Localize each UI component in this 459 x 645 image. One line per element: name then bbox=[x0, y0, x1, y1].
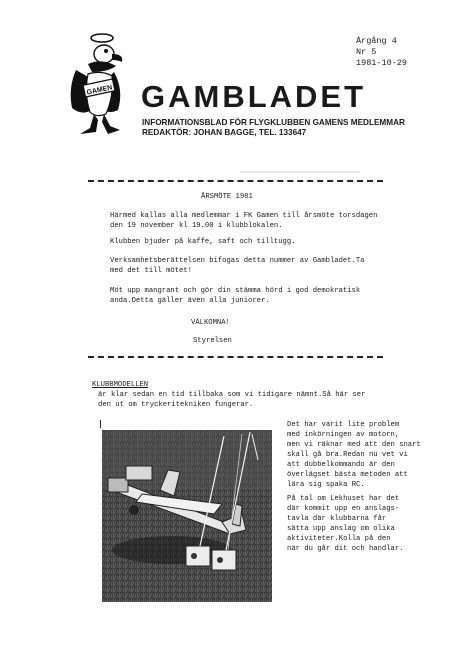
text-line: Verksamhetsberättelsen bifogas detta nummer av Gambladet.Ta bbox=[110, 257, 365, 265]
issue-date: 1981-10-29 bbox=[356, 58, 408, 68]
text-line: men vi räknar med att den snart bbox=[287, 441, 421, 449]
text-line: Möt upp mangrant och gör din stämma hörd i god demokratisk bbox=[110, 287, 361, 295]
newsletter-subtitle: INFORMATIONSBLAD FÖR FLYGKLUBBEN GAMENS MEDLEMMAR bbox=[142, 118, 405, 127]
show-through-smudge bbox=[240, 168, 380, 178]
text-line: där kommit upp en anslags- bbox=[287, 505, 400, 513]
newsletter-title: GAMBLADET bbox=[141, 79, 367, 114]
annual-meeting-heading: ÅRSMÖTE 1981 bbox=[201, 193, 253, 201]
refreshments-paragraph bbox=[110, 237, 390, 247]
text-line: På tal om Lekhuset har det bbox=[287, 495, 400, 503]
issue-volume: Årgång 4 bbox=[356, 36, 397, 46]
text-line: är klar sedan en tid tillbaka som vi tidigare nämnt.Så här ser bbox=[98, 391, 366, 399]
text-line: tavla där klubbarna får bbox=[287, 515, 387, 523]
text-line: med inkörningen av motorn, bbox=[287, 431, 400, 439]
meeting-invitation-paragraph bbox=[110, 211, 390, 231]
text-line: med det till mötet! bbox=[110, 267, 192, 275]
text-line: överlägset bästa metoden att bbox=[287, 471, 408, 479]
issue-number: Nr 5 bbox=[356, 47, 377, 57]
club-model-right-column bbox=[287, 420, 447, 554]
mascot-vulture-illustration bbox=[58, 30, 130, 138]
club-model-airplane-photo bbox=[102, 430, 272, 602]
report-paragraph bbox=[110, 256, 390, 276]
text-cursor-mark bbox=[100, 420, 101, 428]
text-line: den 19 november kl 19.00 i klubblokalen. bbox=[110, 222, 283, 230]
text-line: när du går dit och handlar. bbox=[287, 545, 404, 553]
club-model-heading: KLUBBMODELLEN bbox=[92, 381, 149, 389]
text-line: Klubben bjuder på kaffe, saft och tilltugg. bbox=[110, 238, 296, 246]
issue-info bbox=[356, 36, 407, 69]
text-line: Härmed kallas alla medlemmar i FK Gamen till årsmöte torsdagen bbox=[110, 212, 378, 220]
text-line: att dubbelkommando är den bbox=[287, 461, 395, 469]
text-line: lära sig spaka RC. bbox=[287, 481, 365, 489]
editor-line: REDAKTÖR: JOHAN BAGGE, TEL. 133647 bbox=[142, 128, 307, 137]
section-divider-bottom bbox=[88, 356, 383, 358]
signature-text: Styrelsen bbox=[193, 337, 232, 345]
club-model-intro bbox=[98, 390, 378, 410]
text-line: aktiviteter.Kolla på den bbox=[287, 535, 391, 543]
text-line: skall gå bra.Redan nu vet vi bbox=[287, 451, 408, 459]
attendance-paragraph bbox=[110, 286, 390, 306]
text-line: Det har varit lite problem bbox=[287, 421, 400, 429]
section-divider-top bbox=[88, 180, 383, 182]
mascot-badge-text: GAMEN bbox=[86, 84, 114, 97]
text-line: sätta upp anslag om olika bbox=[287, 525, 395, 533]
text-line: anda.Detta gäller även alla juniorer. bbox=[110, 297, 270, 305]
text-line: den ut om tryckeritekniken fungerar. bbox=[98, 401, 254, 409]
welcome-text: VÄLKOMNA! bbox=[191, 319, 230, 327]
